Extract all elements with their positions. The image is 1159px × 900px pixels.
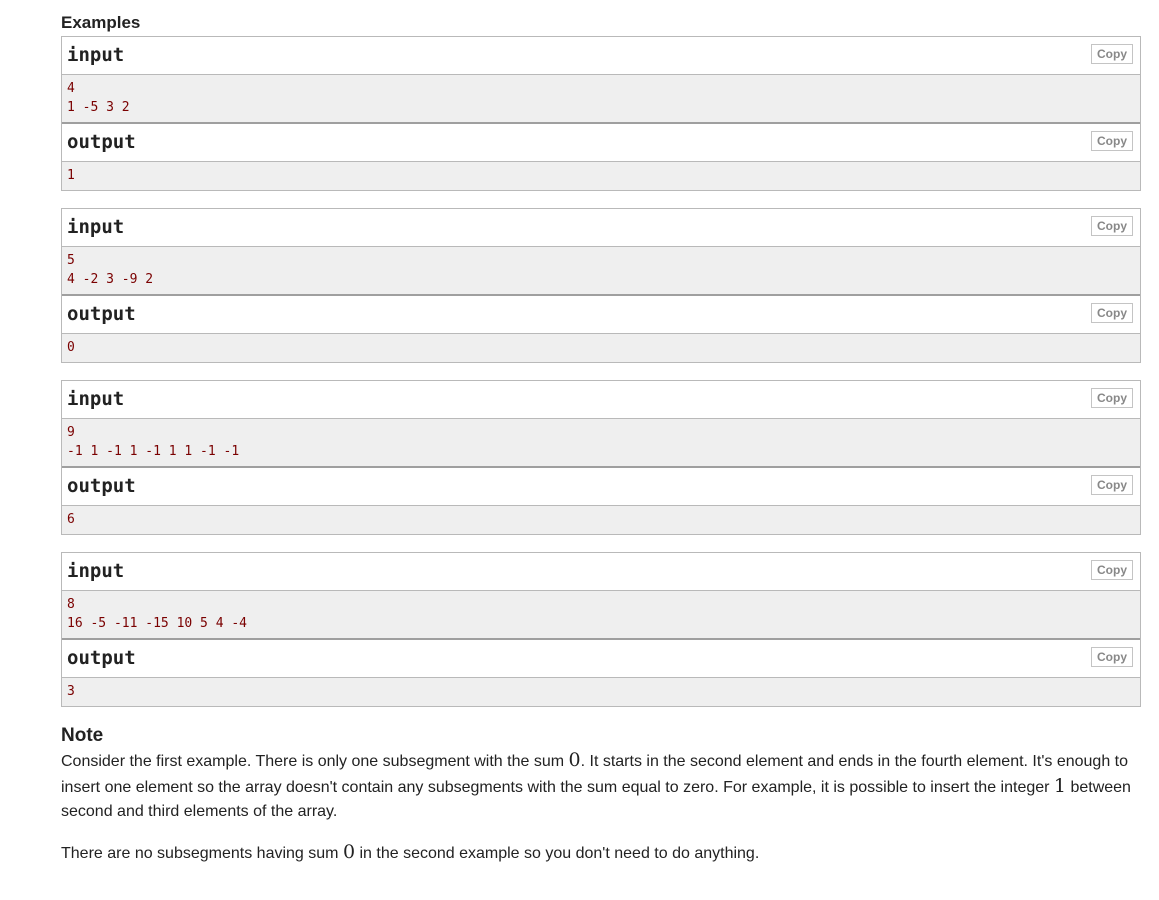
input-data (62, 75, 1140, 124)
note-text: Consider the first example. There is only one subsegment with the sum (61, 753, 569, 770)
input-line: 4 -2 3 -9 2 (67, 272, 154, 287)
output-label: output (67, 303, 136, 325)
input-data (62, 591, 1140, 640)
tests-list (61, 36, 1141, 707)
input-line: 8 (67, 597, 75, 612)
input-header (62, 381, 1140, 419)
note-paragraph-1 (61, 748, 1141, 824)
copy-output-button[interactable]: Copy (1091, 647, 1133, 667)
output-label: output (67, 475, 136, 497)
input-header (62, 553, 1140, 591)
output-line: 0 (67, 340, 75, 355)
note-paragraph-2 (61, 840, 1141, 866)
examples-title: Examples (61, 13, 141, 32)
examples-section (61, 12, 1141, 866)
output-line: 6 (67, 512, 75, 527)
output-header (62, 296, 1140, 334)
copy-input-button[interactable]: Copy (1091, 388, 1133, 408)
output-line: 3 (67, 684, 75, 699)
input-label: input (67, 388, 125, 410)
copy-input-button[interactable]: Copy (1091, 44, 1133, 64)
copy-output-button[interactable]: Copy (1091, 303, 1133, 323)
math-value: 0 (342, 841, 356, 863)
input-data (62, 247, 1140, 296)
output-line: 1 (67, 168, 75, 183)
output-data (62, 506, 1140, 534)
output-header (62, 640, 1140, 678)
input-line: 5 (67, 253, 75, 268)
output-label: output (67, 647, 136, 669)
output-data (62, 334, 1140, 362)
input-data (62, 419, 1140, 468)
input-line: 4 (67, 81, 75, 96)
input-line: 9 (67, 425, 75, 440)
note-text: There are no subsegments having sum (61, 845, 343, 862)
copy-input-button[interactable]: Copy (1091, 560, 1133, 580)
input-label: input (67, 216, 125, 238)
note-text: . It starts in the second element and ends in the fourth element. It's enough to insert one element so the array doesn't contain any subsegments with the sum equal to zero. For example, it is possible to insert the integer (61, 753, 1128, 796)
copy-input-button[interactable]: Copy (1091, 216, 1133, 236)
output-header (62, 468, 1140, 506)
math-value: 0 (568, 749, 581, 771)
output-label: output (67, 131, 136, 153)
example-test (61, 552, 1141, 707)
input-header (62, 209, 1140, 247)
output-header (62, 124, 1140, 162)
output-data (62, 162, 1140, 190)
math-value: 1 (1053, 775, 1067, 797)
copy-output-button[interactable]: Copy (1091, 475, 1133, 495)
input-line: 16 -5 -11 -15 10 5 4 -4 (67, 616, 248, 631)
input-line: -1 1 -1 1 -1 1 1 -1 -1 (67, 444, 240, 459)
example-test (61, 380, 1141, 535)
copy-output-button[interactable]: Copy (1091, 131, 1133, 151)
input-header (62, 37, 1140, 75)
input-label: input (67, 44, 125, 66)
example-test (61, 36, 1141, 191)
note-text: between second and third elements of the array. (61, 779, 1131, 820)
input-label: input (67, 560, 125, 582)
output-data (62, 678, 1140, 706)
input-line: 1 -5 3 2 (67, 100, 130, 115)
note-title: Note (61, 725, 104, 746)
note-text: in the second example so you don't need to do anything. (355, 845, 760, 862)
example-test (61, 208, 1141, 363)
